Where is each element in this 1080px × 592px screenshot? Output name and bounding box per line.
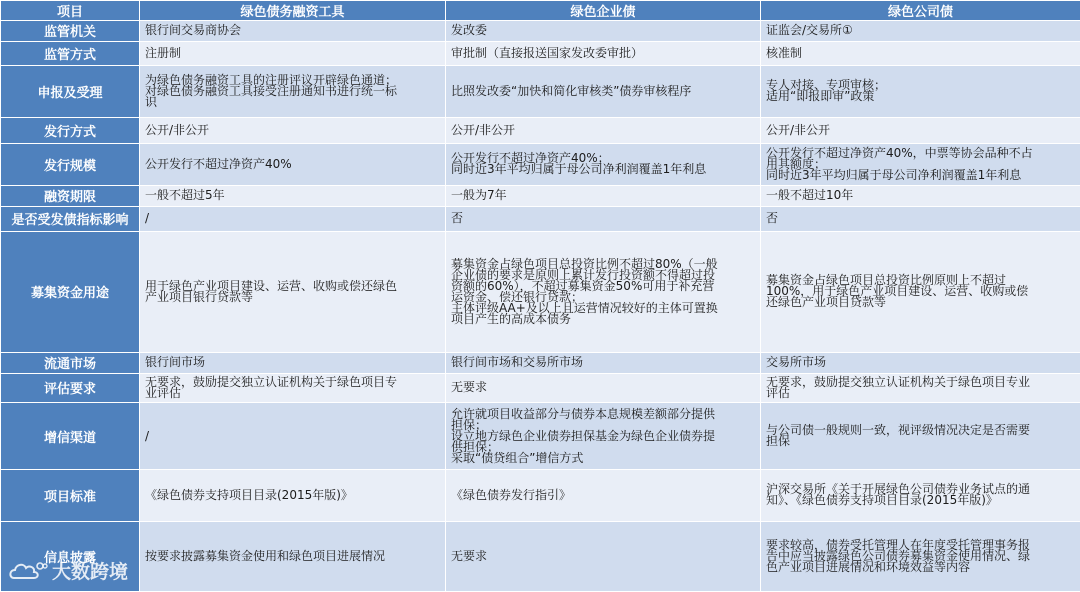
cell-green-debt-financing-tool (140, 231, 446, 352)
cell-green-debt-financing-tool (140, 117, 446, 143)
cell-green-debt-financing-tool (140, 185, 446, 206)
cell-green-corporate-bond (761, 66, 1080, 117)
cell-text-line: 银行间交易商协会 (145, 23, 242, 38)
cell-green-corporate-bond (761, 185, 1080, 206)
cell-text-line: 发改委 (451, 23, 488, 38)
row-label: 发行规模 (1, 143, 140, 185)
cell-text-line: 公开/非公开 (451, 122, 516, 137)
cell-text-line: 100%，用于绿色产业项目建设、运营、收购或偿 (766, 284, 1029, 299)
cell-green-corporate-bond (761, 521, 1080, 591)
header-green-debt-financing-tool: 绿色债务融资工具 (140, 1, 446, 21)
cell-text-line: 核准制 (766, 46, 803, 61)
cell-text-line: 与公司债一般规则一致，视评级情况决定是否需要 (766, 423, 1031, 438)
cell-text-line: 按要求披露募集资金使用和绿色项目进展情况 (145, 548, 386, 563)
cell-text-line: 公开发行不超过净资产40% (145, 156, 292, 171)
cell-green-enterprise-bond (446, 352, 761, 373)
cell-text-line: 适用“即报即审”政策 (766, 89, 875, 104)
cell-green-debt-financing-tool (140, 352, 446, 373)
cell-text-line: 无要求，鼓励提交独立认证机构关于绿色项目专 (145, 374, 398, 389)
row-label: 是否受发债指标影响 (1, 206, 140, 231)
cell-green-enterprise-bond (446, 117, 761, 143)
cell-text-line: 一般为7年 (451, 188, 507, 203)
row-label: 流通市场 (1, 352, 140, 373)
table-row (1, 143, 1080, 185)
cell-text-line: 《绿色债券发行指引》 (451, 487, 572, 502)
cell-green-enterprise-bond (446, 521, 761, 591)
row-label: 募集资金用途 (1, 231, 140, 352)
cell-green-corporate-bond (761, 373, 1080, 402)
cell-text-line: 为绿色债务融资工具的注册评议开辟绿色通道； (145, 72, 398, 87)
cell-text-line: 审批制（直接报送国家发改委审批） (451, 46, 644, 61)
cell-green-corporate-bond (761, 352, 1080, 373)
cell-green-enterprise-bond (446, 66, 761, 117)
row-label: 增信渠道 (1, 403, 140, 470)
cell-green-enterprise-bond (446, 206, 761, 231)
cell-green-enterprise-bond (446, 21, 761, 42)
cell-green-corporate-bond (761, 403, 1080, 470)
cell-text-line: 公开发行不超过净资产40%； (451, 151, 610, 166)
cell-text-line: 募集资金占绿色项目总投资比例不超过80%（一般 (451, 256, 718, 271)
cell-green-enterprise-bond (446, 403, 761, 470)
cell-text-line: 告中应当披露绿色公司债券募集资金使用情况、绿 (766, 548, 1031, 563)
cell-text-line: 设立地方绿色企业债券担保基金为绿色企业债券提 (451, 428, 716, 443)
table-row (1, 206, 1080, 231)
row-label: 发行方式 (1, 117, 140, 143)
cell-text-line: 项目产生的高成本债务 (451, 311, 572, 326)
cell-text-line: 比照发改委“加快和简化审核类”债券审核程序 (451, 83, 692, 98)
cell-text-line: 同时近3年平均归属于母公司净利润覆盖1年利息 (451, 162, 707, 177)
cell-text-line: 一般不超过10年 (766, 188, 854, 203)
cell-text-line: 主体评级AA+及以上且运营情况较好的主体可置换 (451, 300, 718, 315)
cell-text-line: 注册制 (145, 46, 182, 61)
cell-text-line: 运资金、偿还银行贷款； (451, 289, 584, 304)
cell-text-line: 识 (145, 94, 158, 109)
header-green-corporate-bond: 绿色公司债 (761, 1, 1080, 21)
cell-green-debt-financing-tool (140, 206, 446, 231)
cell-text-line: 评估 (766, 385, 791, 400)
cell-text-line: 用于绿色产业项目建设、运营、收购或偿还绿色 (145, 278, 398, 293)
cell-text-line: 允许就项目收益部分与债券本息规模差额部分提供 (451, 406, 716, 421)
cell-text-line: 募集资金占绿色项目总投资比例原则上不超过 (766, 273, 1007, 288)
cell-text-line: 同时近3年平均归属于母公司净利润覆盖1年利息 (766, 167, 1022, 182)
cell-text-line: 知》、《绿色债券支持项目目录(2015年版)》 (766, 493, 998, 508)
cell-text-line: 否 (766, 211, 779, 226)
cell-text-line: 担保 (766, 434, 791, 449)
header-item: 项目 (1, 1, 140, 21)
row-label: 项目标准 (1, 470, 140, 521)
cell-green-corporate-bond (761, 143, 1080, 185)
table-row (1, 521, 1080, 591)
cell-text-line: 要求较高，债券受托管理人在年度受托管理事务报 (766, 537, 1031, 552)
table-row (1, 21, 1080, 42)
cell-green-enterprise-bond (446, 41, 761, 65)
cell-text-line: / (145, 428, 150, 443)
cell-text-line: 公开发行不超过净资产40%，中票等协会品种不占 (766, 145, 1033, 160)
cell-text-line: 专人对接、专项审核； (766, 78, 887, 93)
cell-green-debt-financing-tool (140, 373, 446, 402)
cell-text-line: 交易所市场 (766, 355, 827, 370)
cell-green-corporate-bond (761, 21, 1080, 42)
cell-green-debt-financing-tool (140, 521, 446, 591)
cell-text-line: 企业债的要求是原则上累计发行投资额不得超过投 (451, 267, 716, 282)
cell-text-line: 无要求 (451, 548, 488, 563)
cell-text-line: 业评估 (145, 385, 182, 400)
cell-text-line: 色产业项目进展情况和环境效益等内容 (766, 559, 971, 574)
cell-green-corporate-bond (761, 41, 1080, 65)
row-label: 申报及受理 (1, 66, 140, 117)
cell-text-line: 一般不超过5年 (145, 188, 225, 203)
cell-text-line: 无要求 (451, 380, 488, 395)
table-body (1, 21, 1080, 592)
cell-text-line: 银行间市场 (145, 355, 206, 370)
cell-text-line: 资额的60%），不超过募集资金50%可用于补充营 (451, 278, 715, 293)
cell-text-line: 证监会/交易所① (766, 23, 853, 38)
header-row (1, 1, 1080, 21)
cell-green-corporate-bond (761, 470, 1080, 521)
cell-text-line: 还绿色产业项目贷款等 (766, 295, 887, 310)
watermark-text: 大数跨境 (52, 561, 129, 583)
cell-green-enterprise-bond (446, 143, 761, 185)
row-label: 融资期限 (1, 185, 140, 206)
cell-text-line: 沪深交易所《关于开展绿色公司债券业务试点的通 (766, 482, 1031, 497)
cell-text-line: 银行间市场和交易所市场 (451, 355, 584, 370)
cell-text-line: / (145, 211, 150, 226)
cell-text-line: 公开/非公开 (145, 122, 210, 137)
cell-green-debt-financing-tool (140, 66, 446, 117)
header-green-enterprise-bond: 绿色企业债 (446, 1, 761, 21)
table-row (1, 41, 1080, 65)
table-row (1, 470, 1080, 521)
cell-text-line: 产业项目银行贷款等 (145, 289, 254, 304)
cell-text-line: 无要求，鼓励提交独立认证机构关于绿色项目专业 (766, 374, 1031, 389)
row-label: 监管方式 (1, 41, 140, 65)
cell-text-line: 否 (451, 211, 464, 226)
cell-green-corporate-bond (761, 231, 1080, 352)
table-row (1, 231, 1080, 352)
cell-text-line: 《绿色债券支持项目目录(2015年版)》 (145, 487, 353, 502)
cell-text-line: 担保； (451, 417, 488, 432)
cell-text-line: 供担保； (451, 439, 500, 454)
cell-text-line: 采取“债贷组合”增信方式 (451, 450, 584, 465)
cell-green-debt-financing-tool (140, 470, 446, 521)
cell-green-corporate-bond (761, 117, 1080, 143)
cell-text-line: 对绿色债务融资工具接受注册通知书进行统一标 (145, 83, 398, 98)
table-row (1, 403, 1080, 470)
cell-text-line: 用其额度； (766, 156, 827, 171)
cell-green-enterprise-bond (446, 231, 761, 352)
cell-green-enterprise-bond (446, 185, 761, 206)
table-row (1, 185, 1080, 206)
table-row (1, 117, 1080, 143)
cell-text-line: 公开/非公开 (766, 122, 831, 137)
cell-green-debt-financing-tool (140, 41, 446, 65)
row-label: 评估要求 (1, 373, 140, 402)
cell-green-debt-financing-tool (140, 21, 446, 42)
cell-green-corporate-bond (761, 206, 1080, 231)
cell-green-enterprise-bond (446, 470, 761, 521)
row-label: 信息披露 (1, 521, 140, 591)
row-label: 监管机关 (1, 21, 140, 42)
cell-green-debt-financing-tool (140, 143, 446, 185)
table-row (1, 373, 1080, 402)
table-row (1, 66, 1080, 117)
cell-green-debt-financing-tool (140, 403, 446, 470)
cell-green-enterprise-bond (446, 373, 761, 402)
table-row (1, 352, 1080, 373)
